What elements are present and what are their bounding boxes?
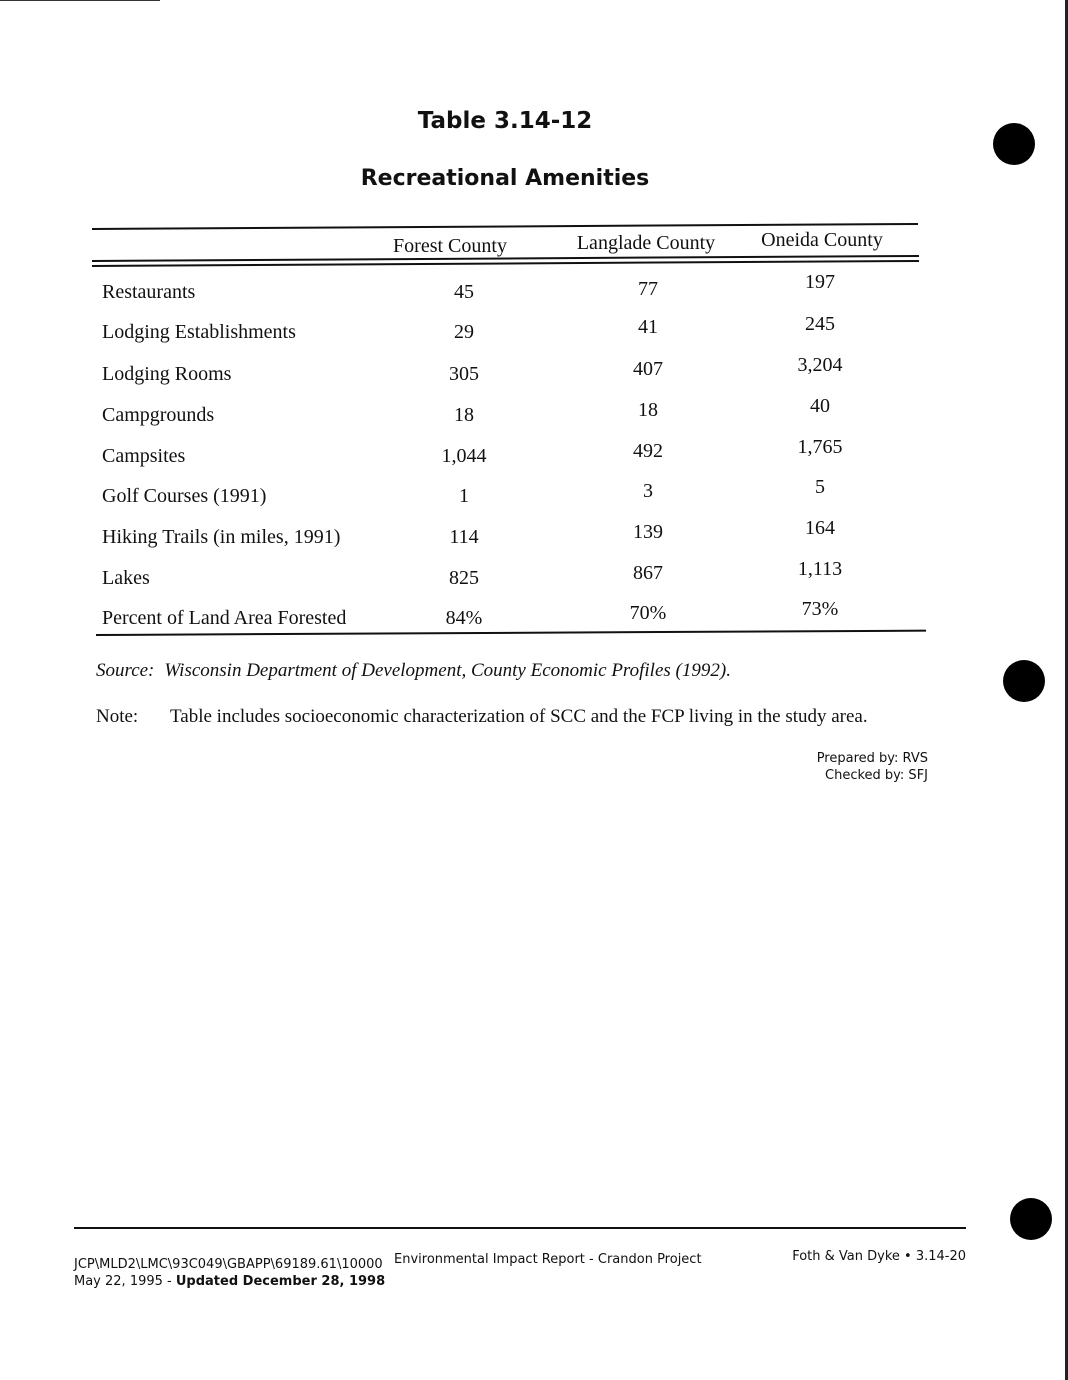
prepared-block [817, 750, 928, 784]
cell-oneida: 1,113 [797, 558, 843, 580]
prepared-by: Prepared by: RVS [816, 751, 928, 766]
row-label: Golf Courses (1991) [102, 485, 267, 507]
row-label: Lodging Establishments [102, 321, 296, 343]
cell-oneida: 40 [810, 395, 830, 417]
cell-langlade: 70% [629, 602, 667, 624]
cell-oneida: 73% [801, 598, 839, 620]
punch-hole-2 [1003, 660, 1045, 702]
cell-langlade: 492 [633, 440, 663, 462]
cell-forest: 18 [454, 404, 474, 426]
cell-langlade: 77 [638, 278, 658, 300]
row-label: Percent of Land Area Forested [102, 607, 347, 629]
cell-oneida: 5 [815, 476, 825, 498]
cell-forest: 45 [454, 281, 474, 303]
table-row [92, 558, 922, 597]
row-label: Hiking Trails (in miles, 1991) [102, 526, 341, 548]
table-row [92, 271, 922, 311]
table-row [92, 354, 922, 393]
table-title: Recreational Amenities [360, 166, 650, 191]
table-row [92, 517, 922, 556]
source-text: Wisconsin Department of Development, County Economic Profiles (1992). [164, 660, 731, 681]
footer-rule [74, 1227, 966, 1229]
row-label: Restaurants [102, 281, 196, 303]
note-text: Table includes socioeconomic characterization of SCC and the FCP living in the study area. [170, 706, 868, 727]
footer-file-info [74, 1256, 385, 1290]
cell-langlade: 41 [638, 316, 658, 338]
table-row [92, 436, 922, 475]
cell-langlade: 3 [643, 480, 653, 502]
cell-langlade: 139 [633, 521, 663, 543]
footer-page-number: Foth & Van Dyke • 3.14-20 [792, 1249, 966, 1264]
cell-oneida: 1,765 [797, 436, 843, 458]
cell-forest: 114 [449, 526, 479, 548]
source-label: Source: [96, 660, 155, 681]
table-number: Table 3.14-12 [417, 108, 593, 134]
footer-path: JCP\MLD2\LMC\93C049\GBAPP\69189.61\10000 [74, 1257, 383, 1272]
cell-forest: 1,044 [441, 445, 487, 467]
cell-oneida: 197 [805, 271, 835, 293]
note-label: Note: [96, 706, 139, 727]
table-row [92, 476, 922, 515]
cell-langlade: 18 [638, 399, 658, 421]
cell-langlade: 407 [633, 358, 663, 380]
cell-oneida: 164 [805, 517, 835, 539]
row-label: Lakes [102, 567, 150, 589]
cell-forest: 825 [449, 567, 479, 589]
source-line [96, 660, 731, 682]
punch-hole-3 [1010, 1198, 1052, 1240]
cell-langlade: 867 [633, 562, 663, 584]
cell-forest: 305 [449, 363, 479, 385]
column-header-oneida: Oneida County [761, 229, 883, 251]
cell-oneida: 245 [805, 313, 835, 335]
footer-updated: Updated December 28, 1998 [175, 1274, 386, 1289]
footer-date: May 22, 1995 - [74, 1274, 176, 1289]
row-label: Campgrounds [102, 404, 215, 426]
cell-forest: 84% [445, 607, 483, 629]
cell-forest: 29 [454, 321, 474, 343]
row-label: Campsites [102, 445, 186, 467]
cell-forest: 1 [459, 485, 469, 507]
column-header-forest: Forest County [393, 235, 507, 257]
checked-by: Checked by: SFJ [825, 768, 928, 783]
table-row [92, 395, 922, 434]
cell-oneida: 3,204 [797, 354, 843, 376]
note-line [96, 706, 868, 728]
footer-report-title: Environmental Impact Report - Crandon Project [394, 1252, 702, 1267]
row-label: Lodging Rooms [102, 363, 232, 385]
column-header-langlade: Langlade County [576, 232, 716, 254]
scan-top-line [0, 0, 160, 1]
table-row [92, 313, 922, 351]
